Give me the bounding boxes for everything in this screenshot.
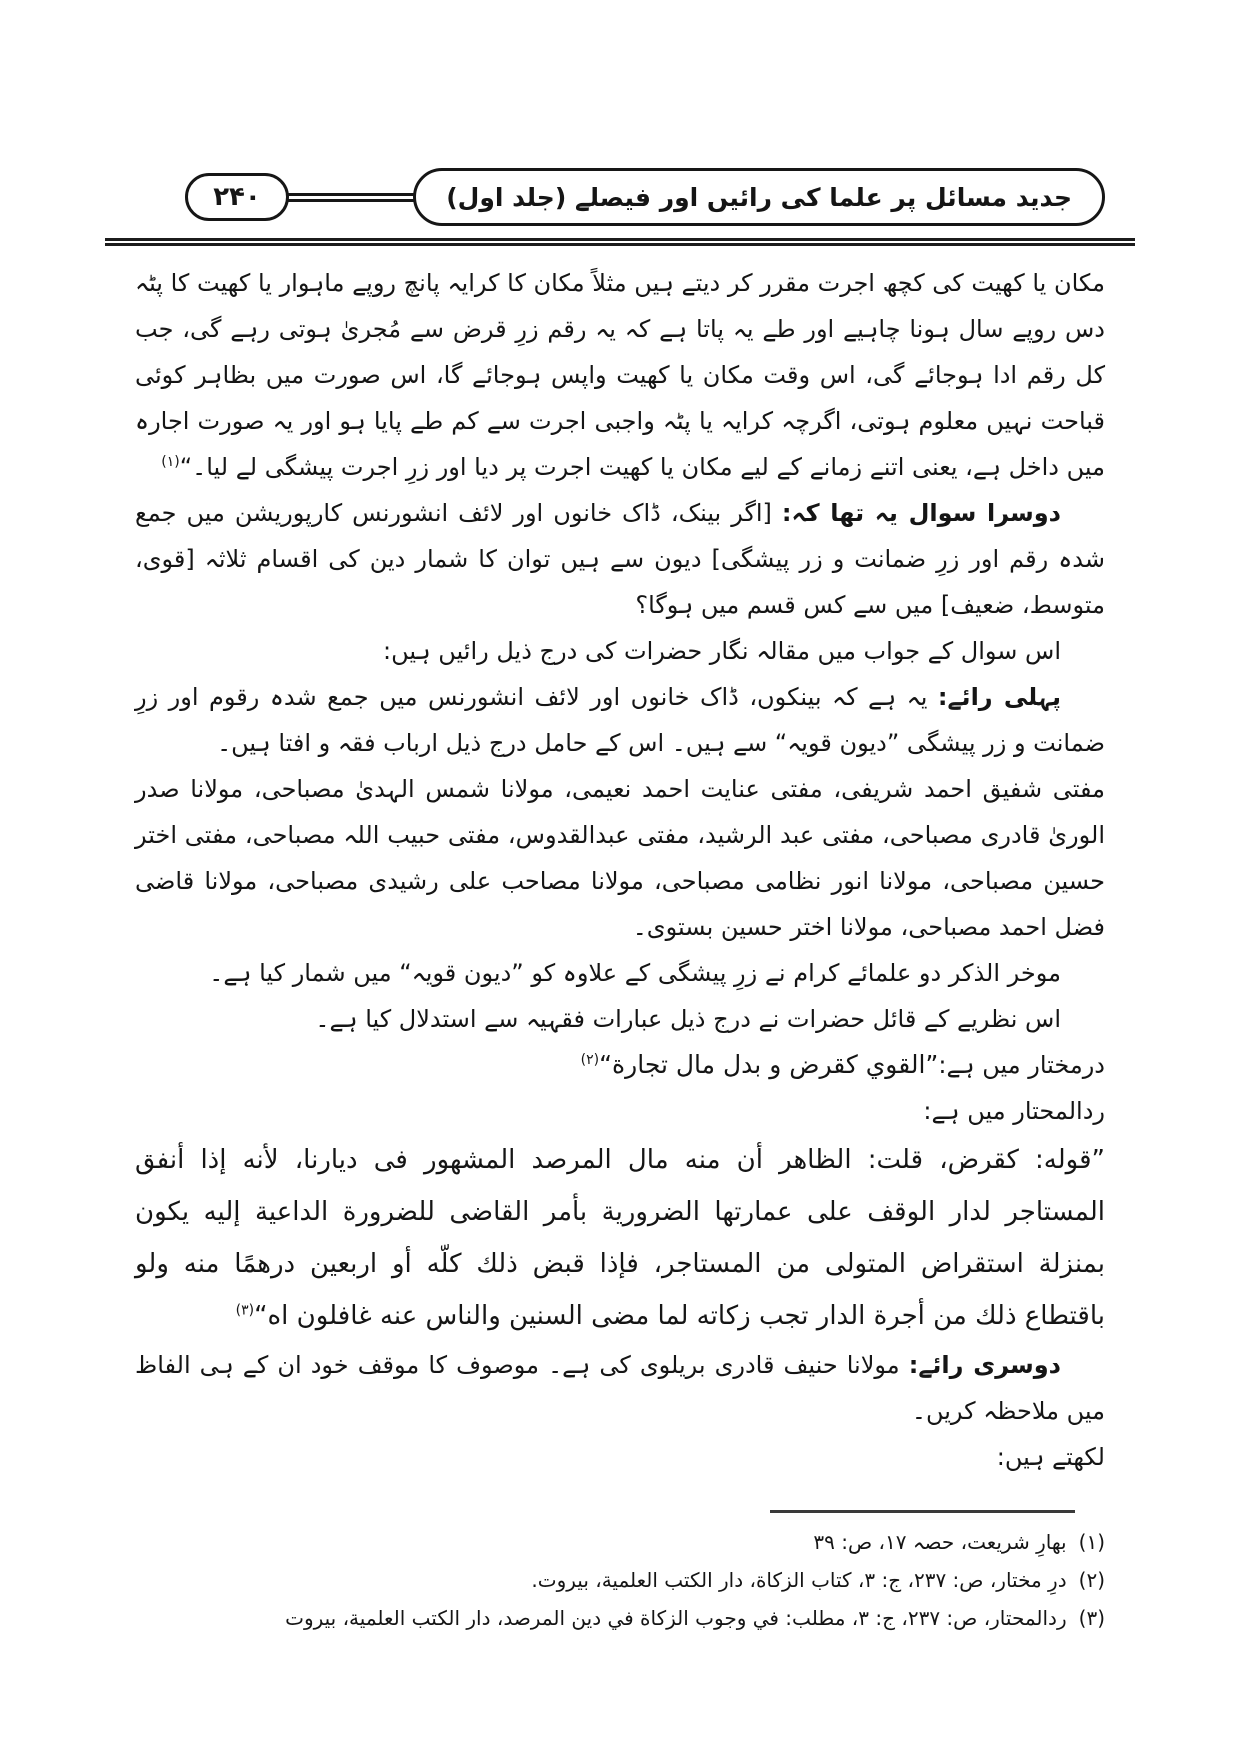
footnote-separator-line	[770, 1510, 1075, 1513]
page-header	[185, 168, 1105, 226]
book-title-badge	[413, 168, 1105, 226]
paragraph-he-writes	[135, 1434, 1105, 1480]
footnote-1	[155, 1523, 1105, 1561]
page-number-badge	[185, 173, 289, 221]
paragraph-second-question	[135, 490, 1105, 628]
book-title: جدید مسائل پر علما کی رائیں اور فیصلے (جلد اول)	[446, 182, 1072, 212]
footnote-2-text: درِ مختار، ص: ۲۳۷، ج: ۳، کتاب الزکاة، دار الکتب العلمیة، بیروت.	[531, 1568, 1067, 1592]
paragraph-scholars-list	[135, 766, 1105, 950]
footnotes-section	[135, 1510, 1105, 1637]
footnote-ref-1: (۱)	[161, 454, 180, 470]
paragraph-first-opinion	[135, 674, 1105, 766]
header-divider	[105, 238, 1135, 246]
footnote-3	[155, 1599, 1105, 1637]
footnote-1-marker: (۱)	[1078, 1530, 1105, 1554]
header-connector-line	[285, 193, 417, 202]
footnote-3-marker: (۳)	[1078, 1606, 1105, 1630]
page-body	[135, 260, 1105, 1480]
arabic-quote-inline: ”القوي كقرض و بدل مال تجارة“	[599, 1050, 939, 1079]
source-intro: ردالمحتار میں ہے:	[923, 1097, 1105, 1125]
paragraph-text: اس نظریے کے قائل حضرات نے درج ذیل عبارات فقہیہ سے استدلال کیا ہے۔	[315, 1005, 1061, 1033]
paragraph-evidence-intro	[135, 996, 1105, 1042]
paragraph-text: لکھتے ہیں:	[996, 1443, 1105, 1471]
paragraph-radd-intro	[135, 1088, 1105, 1134]
paragraph-text: مولانا حنیف قادری بریلوی کی ہے۔ موصوف کا موقف خود ان کے ہی الفاظ میں ملاحظہ کریں۔	[135, 1351, 1105, 1425]
paragraph-text: [اگر بینک، ڈاک خانوں اور لائف انشورنس کارپوریشن میں جمع شدہ رقم اور زرِ ضمانت و زر پیشگی] دیون سے ہیں توان کا شمار دین کی اقسام ثلاثہ [قوی، متوسط، ضعیف] میں سے کس قسم میں ہوگا؟	[135, 499, 1105, 619]
opinion-heading-first: پہلی رائے:	[937, 683, 1061, 711]
paragraph-text: موخر الذکر دو علمائے کرام نے زرِ پیشگی کے علاوہ کو ”دیون قویہ“ میں شمار کیا ہے۔	[209, 959, 1061, 987]
footnote-ref-3: (۳)	[235, 1302, 255, 1319]
paragraph-intro-opinions	[135, 628, 1105, 674]
paragraph-latter-scholars	[135, 950, 1105, 996]
page-number: ۲۴۰	[213, 182, 261, 212]
paragraph-radd-muhtar-quote	[135, 1134, 1105, 1342]
paragraph-text: مکان یا کھیت کی کچھ اجرت مقرر کر دیتے ہیں مثلاً مکان کا کرایہ پانچ روپے ماہوار یا کھیت کا پٹہ دس روپے سال ہونا چاہیے اور طے یہ پاتا ہے کہ یہ رقم زرِ قرض سے مُجریٰ ہوتی رہے گی، جب کل رقم ادا ہوجائے گی، اس وقت مکان یا کھیت واپس ہوجائے گا، اس صورت میں بظاہر کوئی قباحت نہیں معلوم ہوتی، اگرچہ کرایہ یا پٹہ واجبی اجرت سے کم طے پایا ہو اور یہ صورت اجارہ میں داخل ہے، یعنی اتنے زمانے کے لیے مکان یا کھیت اجرت پر دیا اور زرِ اجرت پیشگی لے لیا۔“	[135, 269, 1105, 481]
paragraph-second-opinion	[135, 1342, 1105, 1434]
arabic-quote-text: ”قوله: كقرض، قلت: الظاهر أن منه مال المرصد المشهور فى ديارنا، لأنه إذا أنفق المستاجر لدار الوقف على عمارتها الضرورية بأمر القاضى للضرورة الداعية إليه يكون بمنزلة استقراض المتولى من المستاجر، فإذا قبض ذلك كلّه أو اربعين درهمًا منه ولو باقتطاع ذلك من أجرة الدار تجب زكاته لما مضى السنين والناس عنه غافلون اه“	[135, 1145, 1105, 1331]
question-heading: دوسرا سوال یہ تھا کہ:	[781, 499, 1061, 527]
opinion-heading-second: دوسری رائے:	[908, 1351, 1061, 1379]
footnote-2-marker: (۲)	[1078, 1568, 1105, 1592]
paragraph-answer-continuation	[135, 260, 1105, 490]
source-intro: درمختار میں ہے:	[938, 1051, 1105, 1079]
paragraph-text: اس سوال کے جواب میں مقالہ نگار حضرات کی درج ذیل رائیں ہیں:	[383, 637, 1061, 665]
footnote-3-text: ردالمحتار، ص: ۲۳۷، ج: ۳، مطلب: في وجوب الزکاة في دین المرصد، دار الکتب العلمیة، بیروت	[285, 1606, 1067, 1630]
footnote-1-text: بهارِ شریعت، حصہ ۱۷، ص: ۳۹	[813, 1530, 1067, 1554]
footnote-2	[155, 1561, 1105, 1599]
paragraph-durr-mukhtar-quote	[135, 1042, 1105, 1088]
paragraph-text: مفتی شفیق احمد شریفی، مفتی عنایت احمد نعیمی، مولانا شمس الہدیٰ مصباحی، مولانا صدر الوریٰ قادری مصباحی، مفتی عبد الرشید، مفتی عبدالقدوس، مفتی حبیب اللہ مصباحی، مفتی اختر حسین مصباحی، مولانا انور نظامی مصباحی، مولانا مصاحب علی رشیدی مصباحی، مولانا قاضی فضل احمد مصباحی، مولانا اختر حسین بستوی۔	[135, 775, 1105, 941]
paragraph-text: یہ ہے کہ بینکوں، ڈاک خانوں اور لائف انشورنس میں جمع شدہ رقوم اور زرِ ضمانت و زر پیشگی ”دیون قویہ“ سے ہیں۔ اس کے حامل درج ذیل ارباب فقہ و افتا ہیں۔	[135, 683, 1105, 757]
footnote-ref-2: (۲)	[580, 1052, 600, 1068]
